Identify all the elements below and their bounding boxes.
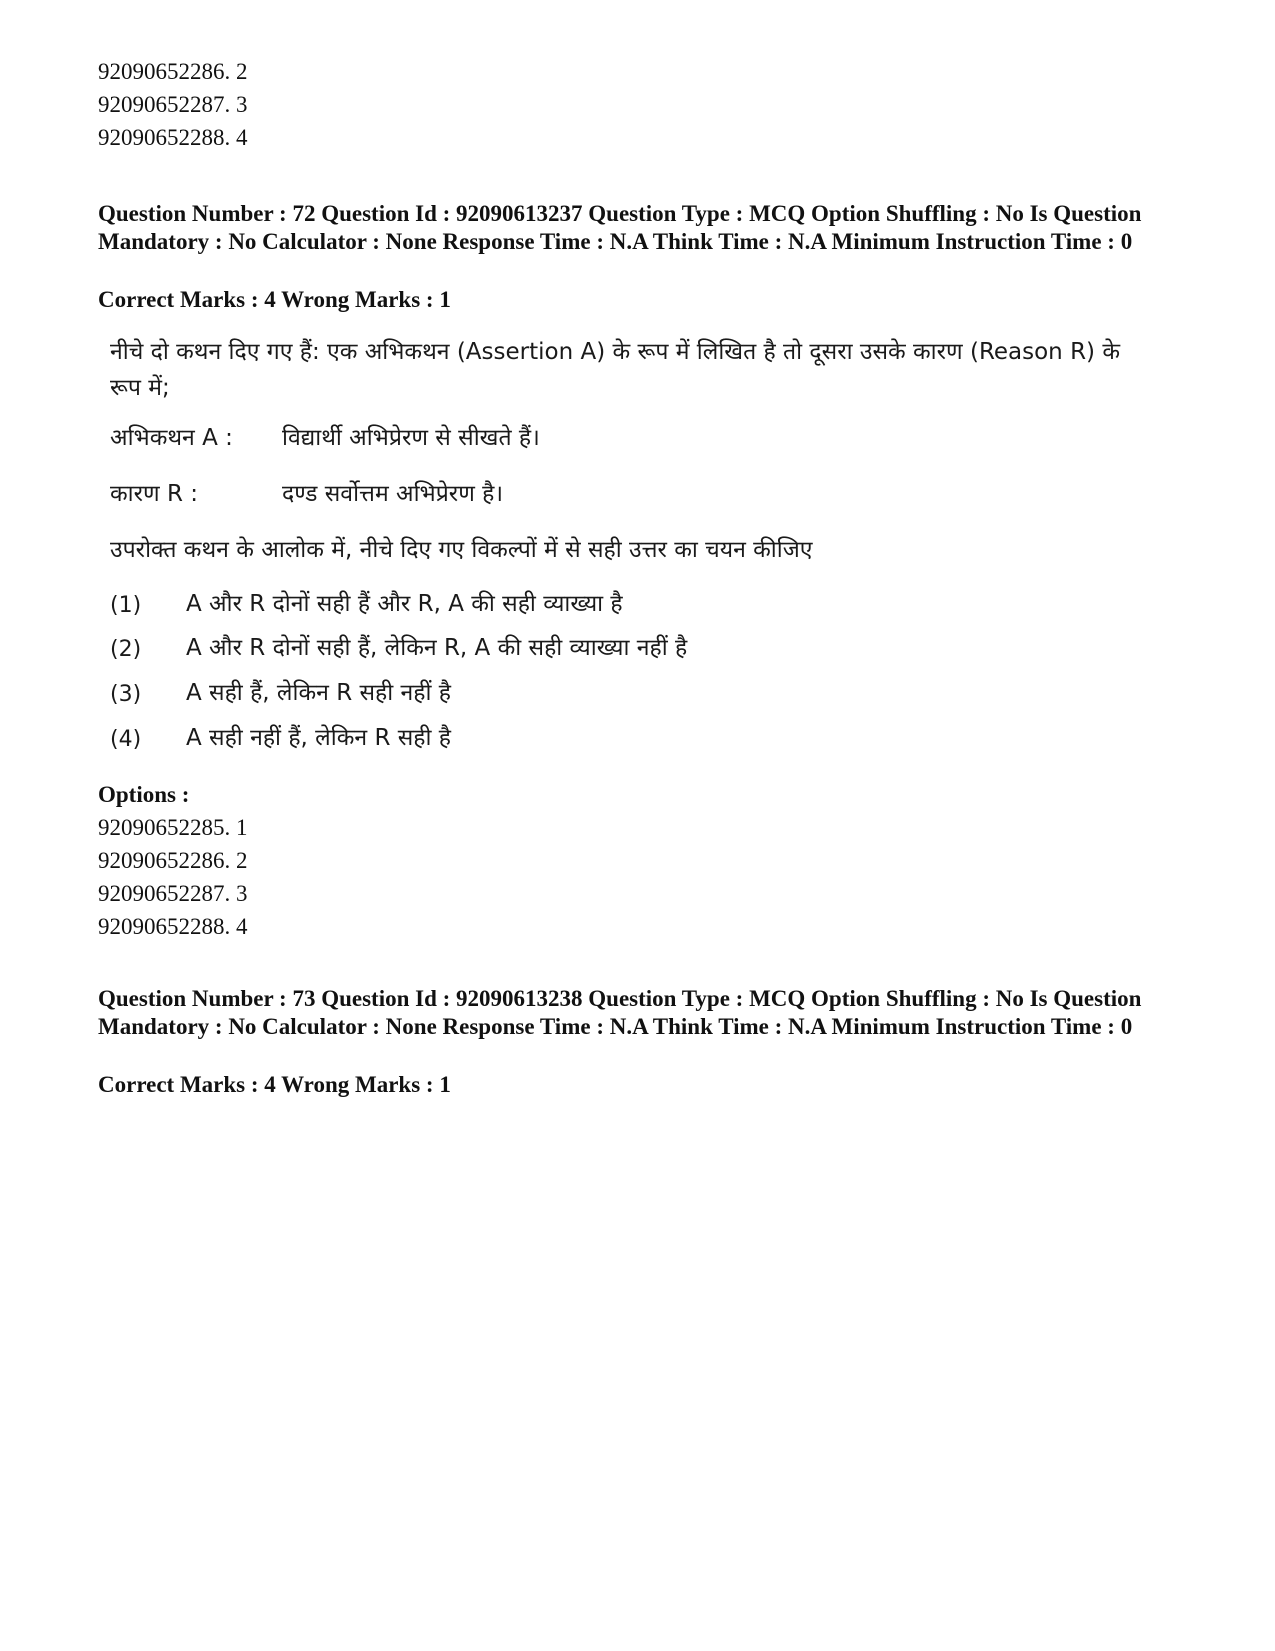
reason-text: दण्ड सर्वोत्तम अभिप्रेरण है। xyxy=(282,481,504,507)
options-heading: Options : xyxy=(98,782,190,807)
question-72-body xyxy=(110,334,1150,764)
prev-option-line: 92090652287. 3 xyxy=(98,92,248,117)
question-73-header: Question Number : 73 Question Id : 92090613238 Question Type : MCQ Option Shuffling : No Is Question Mandatory : No Calculator : None Response Time : N.A Think Time : N.A Minimum Instruction Time : 0 xyxy=(98,986,1142,1039)
reason-label: कारण R : xyxy=(110,481,199,507)
option-line: 92090652285. 1 xyxy=(98,815,248,840)
choice-number: (4) xyxy=(110,727,142,752)
question-prompt: उपरोक्त कथन के आलोक में, नीचे दिए गए विकल्पों में से सही उत्तर का चयन कीजिए xyxy=(110,537,813,563)
assertion-text: विद्यार्थी अभिप्रेरण से सीखते हैं। xyxy=(282,425,540,451)
prev-option-line: 92090652288. 4 xyxy=(98,125,248,150)
choice-text: A सही हैं, लेकिन R सही नहीं है xyxy=(186,680,451,706)
question-intro: नीचे दो कथन दिए गए हैं: एक अभिकथन (Assertion A) के रूप में लिखित है तो दूसरा उसके कारण (Reason R) के रूप में; xyxy=(110,339,1121,401)
choice-number: (3) xyxy=(110,682,142,707)
choice-number: (2) xyxy=(110,637,142,662)
option-line: 92090652287. 3 xyxy=(98,881,248,906)
question-73-marks: Correct Marks : 4 Wrong Marks : 1 xyxy=(98,1072,451,1097)
option-line: 92090652288. 4 xyxy=(98,914,248,939)
prev-option-line: 92090652286. 2 xyxy=(98,59,248,84)
choice-text: A और R दोनों सही हैं, लेकिन R, A की सही व्याख्या नहीं है xyxy=(186,635,688,661)
choice-number: (1) xyxy=(110,593,142,618)
question-72-header: Question Number : 72 Question Id : 92090613237 Question Type : MCQ Option Shuffling : No Is Question Mandatory : No Calculator : None Response Time : N.A Think Time : N.A Minimum Instruction Time : 0 xyxy=(98,201,1142,254)
question-72-marks: Correct Marks : 4 Wrong Marks : 1 xyxy=(98,287,451,312)
assertion-label: अभिकथन A : xyxy=(110,425,233,451)
choice-text: A सही नहीं हैं, लेकिन R सही है xyxy=(186,725,451,751)
option-line: 92090652286. 2 xyxy=(98,848,248,873)
choice-text: A और R दोनों सही हैं और R, A की सही व्याख्या है xyxy=(186,591,623,617)
